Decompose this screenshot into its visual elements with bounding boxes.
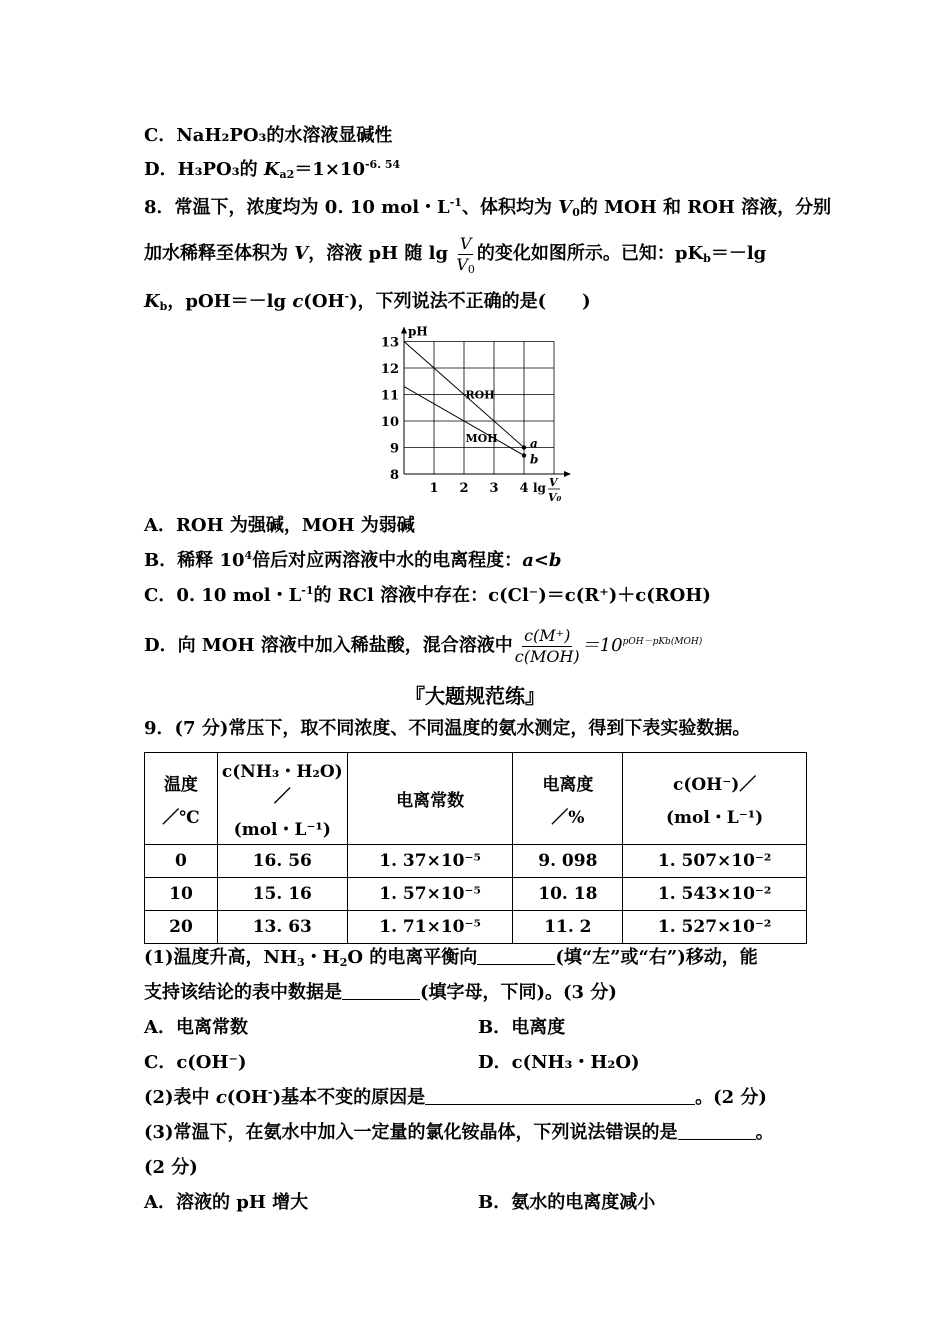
v-over-v0-fraction: $\frac{V}{V_0}$	[456, 233, 475, 276]
q9-part2: (2)表中 c(OH-)基本不变的原因是 。(2 分)	[144, 1086, 767, 1108]
table-cell: 0	[145, 845, 218, 878]
table-cell: 9. 098	[513, 845, 623, 878]
header-ionization-constant: 电离常数	[347, 753, 513, 845]
header-ionization-degree: 电离度 ／%	[513, 753, 623, 845]
table-cell: 20	[145, 911, 218, 944]
q9-part3-line2: (2 分)	[144, 1157, 198, 1178]
series-label-roh: ROH	[465, 388, 495, 402]
table-header-row	[145, 753, 807, 845]
table-cell: 15. 16	[217, 878, 347, 911]
y-tick-label: 12	[380, 362, 399, 377]
table-row	[145, 845, 807, 878]
q8-stem-line1: 8．常温下，浓度均为 0. 10 mol・$L^{-1}$、体积均为 $V_0$的 MOH 和 ROH 溶液，分别	[144, 196, 832, 219]
q9-intro: 9．(7 分)常压下，取不同浓度、不同温度的氨水测定，得到下表实验数据。	[144, 718, 751, 739]
chart-axes	[401, 324, 571, 478]
q8-option-c: C．0. 10 mol・$L^{-1}$的 RCl 溶液中存在：c(Cl⁻)＝c(R⁺)＋c(ROH)	[144, 584, 711, 606]
q9-part3-option-b: B．氨水的电离度减小	[478, 1192, 656, 1213]
x-axis-label-num: V	[549, 476, 558, 489]
q8-stem-line3: $K_b$，pOH＝－lg c(OH-)，下列说法不正确的是( )	[144, 290, 591, 313]
x-tick-label: 4	[519, 481, 529, 496]
y-tick-label: 11	[380, 388, 399, 404]
q9-part1-line1: (1)温度升高，$NH_3$・$H_2O$ 的电离平衡向 (填“左”或“右”)移动，能	[144, 947, 758, 969]
q9-part1-line2: 支持该结论的表中数据是 (填字母，下同)。(3 分)	[144, 982, 617, 1003]
y-tick-label: 8	[389, 468, 399, 483]
q9-part1-option-d: D．c(NH₃・H₂O)	[478, 1052, 640, 1073]
y-tick-label: 9	[389, 441, 399, 457]
table-cell: 1. 37×10⁻⁵	[347, 845, 513, 878]
x-tick-label: 2	[459, 481, 469, 496]
series-label-moh: MOH	[465, 432, 498, 446]
q7-option-c: C．NaH₂PO₃的水溶液显碱性	[144, 125, 393, 146]
table-cell: 16. 56	[217, 845, 347, 878]
q9-part1-option-b: B．电离度	[478, 1017, 566, 1038]
table-cell: 1. 71×10⁻⁵	[347, 911, 513, 944]
y-tick-label: 13	[380, 335, 399, 351]
table-cell: 11. 2	[513, 911, 623, 944]
q9-part1-option-a: A．电离常数	[144, 1017, 248, 1038]
answer-blank[interactable]	[425, 1086, 695, 1105]
q8-option-d: D．向 MOH 溶液中加入稀盐酸，混合溶液中 $\frac{c(M^+)}{\text{c(MOH)}}$ $=10^{pOH-pKb(MOH)}$	[144, 625, 703, 666]
point-b	[522, 453, 526, 457]
table-cell: 10	[145, 878, 218, 911]
x-axis-arrow	[564, 471, 571, 477]
cm-over-cmoh-fraction: $\frac{c(M^+)}{\text{c(MOH)}}$	[514, 625, 580, 666]
table-cell: 10. 18	[513, 878, 623, 911]
table-row	[145, 878, 807, 911]
x-tick-label: 1	[429, 481, 439, 496]
header-temperature: 温度 ／℃	[145, 753, 218, 845]
point-label-b: b	[530, 452, 539, 467]
q9-part3-line1: (3)常温下，在氨水中加入一定量的氯化铵晶体，下列说法错误的是 。	[144, 1122, 774, 1143]
header-concentration: c(NH₃・H₂O)／ (mol・L⁻¹)	[217, 753, 347, 845]
q8-stem-line2: 加水稀释至体积为 V，溶液 pH 随 lg $\frac{V}{V_0}$ 的变化如图所示。已知：$pK_b=-\lg$	[144, 233, 767, 276]
x-axis-label-den: V₀	[548, 491, 562, 504]
y-axis-arrow	[401, 327, 407, 334]
section-title: 『大题规范练』	[405, 684, 545, 708]
point-a	[522, 445, 526, 449]
q8-option-a: A．ROH 为强碱，MOH 为弱碱	[144, 515, 415, 536]
table-row	[145, 911, 807, 944]
q7-option-d: D．H₃PO₃的 $K_{a2}=1\times 10^{-6. 54}$	[144, 158, 401, 181]
q9-part3-option-a: A．溶液的 pH 增大	[144, 1192, 309, 1213]
q8-option-b: B．稀释 $10^4$倍后对应两溶液中水的电离程度：a<b	[144, 549, 562, 571]
ammonia-data-table	[144, 752, 807, 944]
point-label-a: a	[530, 436, 538, 451]
answer-blank[interactable]	[342, 981, 420, 1000]
y-axis-label: pH	[408, 324, 428, 339]
table-cell: 1. 527×10⁻²	[623, 911, 807, 944]
table-cell: 1. 543×10⁻²	[623, 878, 807, 911]
answer-blank[interactable]	[477, 946, 555, 965]
table-cell: 1. 57×10⁻⁵	[347, 878, 513, 911]
answer-blank[interactable]	[678, 1121, 756, 1140]
table-cell: 1. 507×10⁻²	[623, 845, 807, 878]
x-axis-label: lg	[533, 481, 546, 495]
y-tick-label: 10	[380, 415, 399, 430]
ph-dilution-chart	[370, 318, 580, 508]
table-cell: 13. 63	[217, 911, 347, 944]
q9-part1-option-c: C．c(OH⁻)	[144, 1052, 247, 1073]
x-tick-label: 3	[489, 481, 499, 496]
chart-labels	[381, 325, 562, 505]
header-oh-concentration: c(OH⁻)／ (mol・L⁻¹)	[623, 753, 807, 845]
